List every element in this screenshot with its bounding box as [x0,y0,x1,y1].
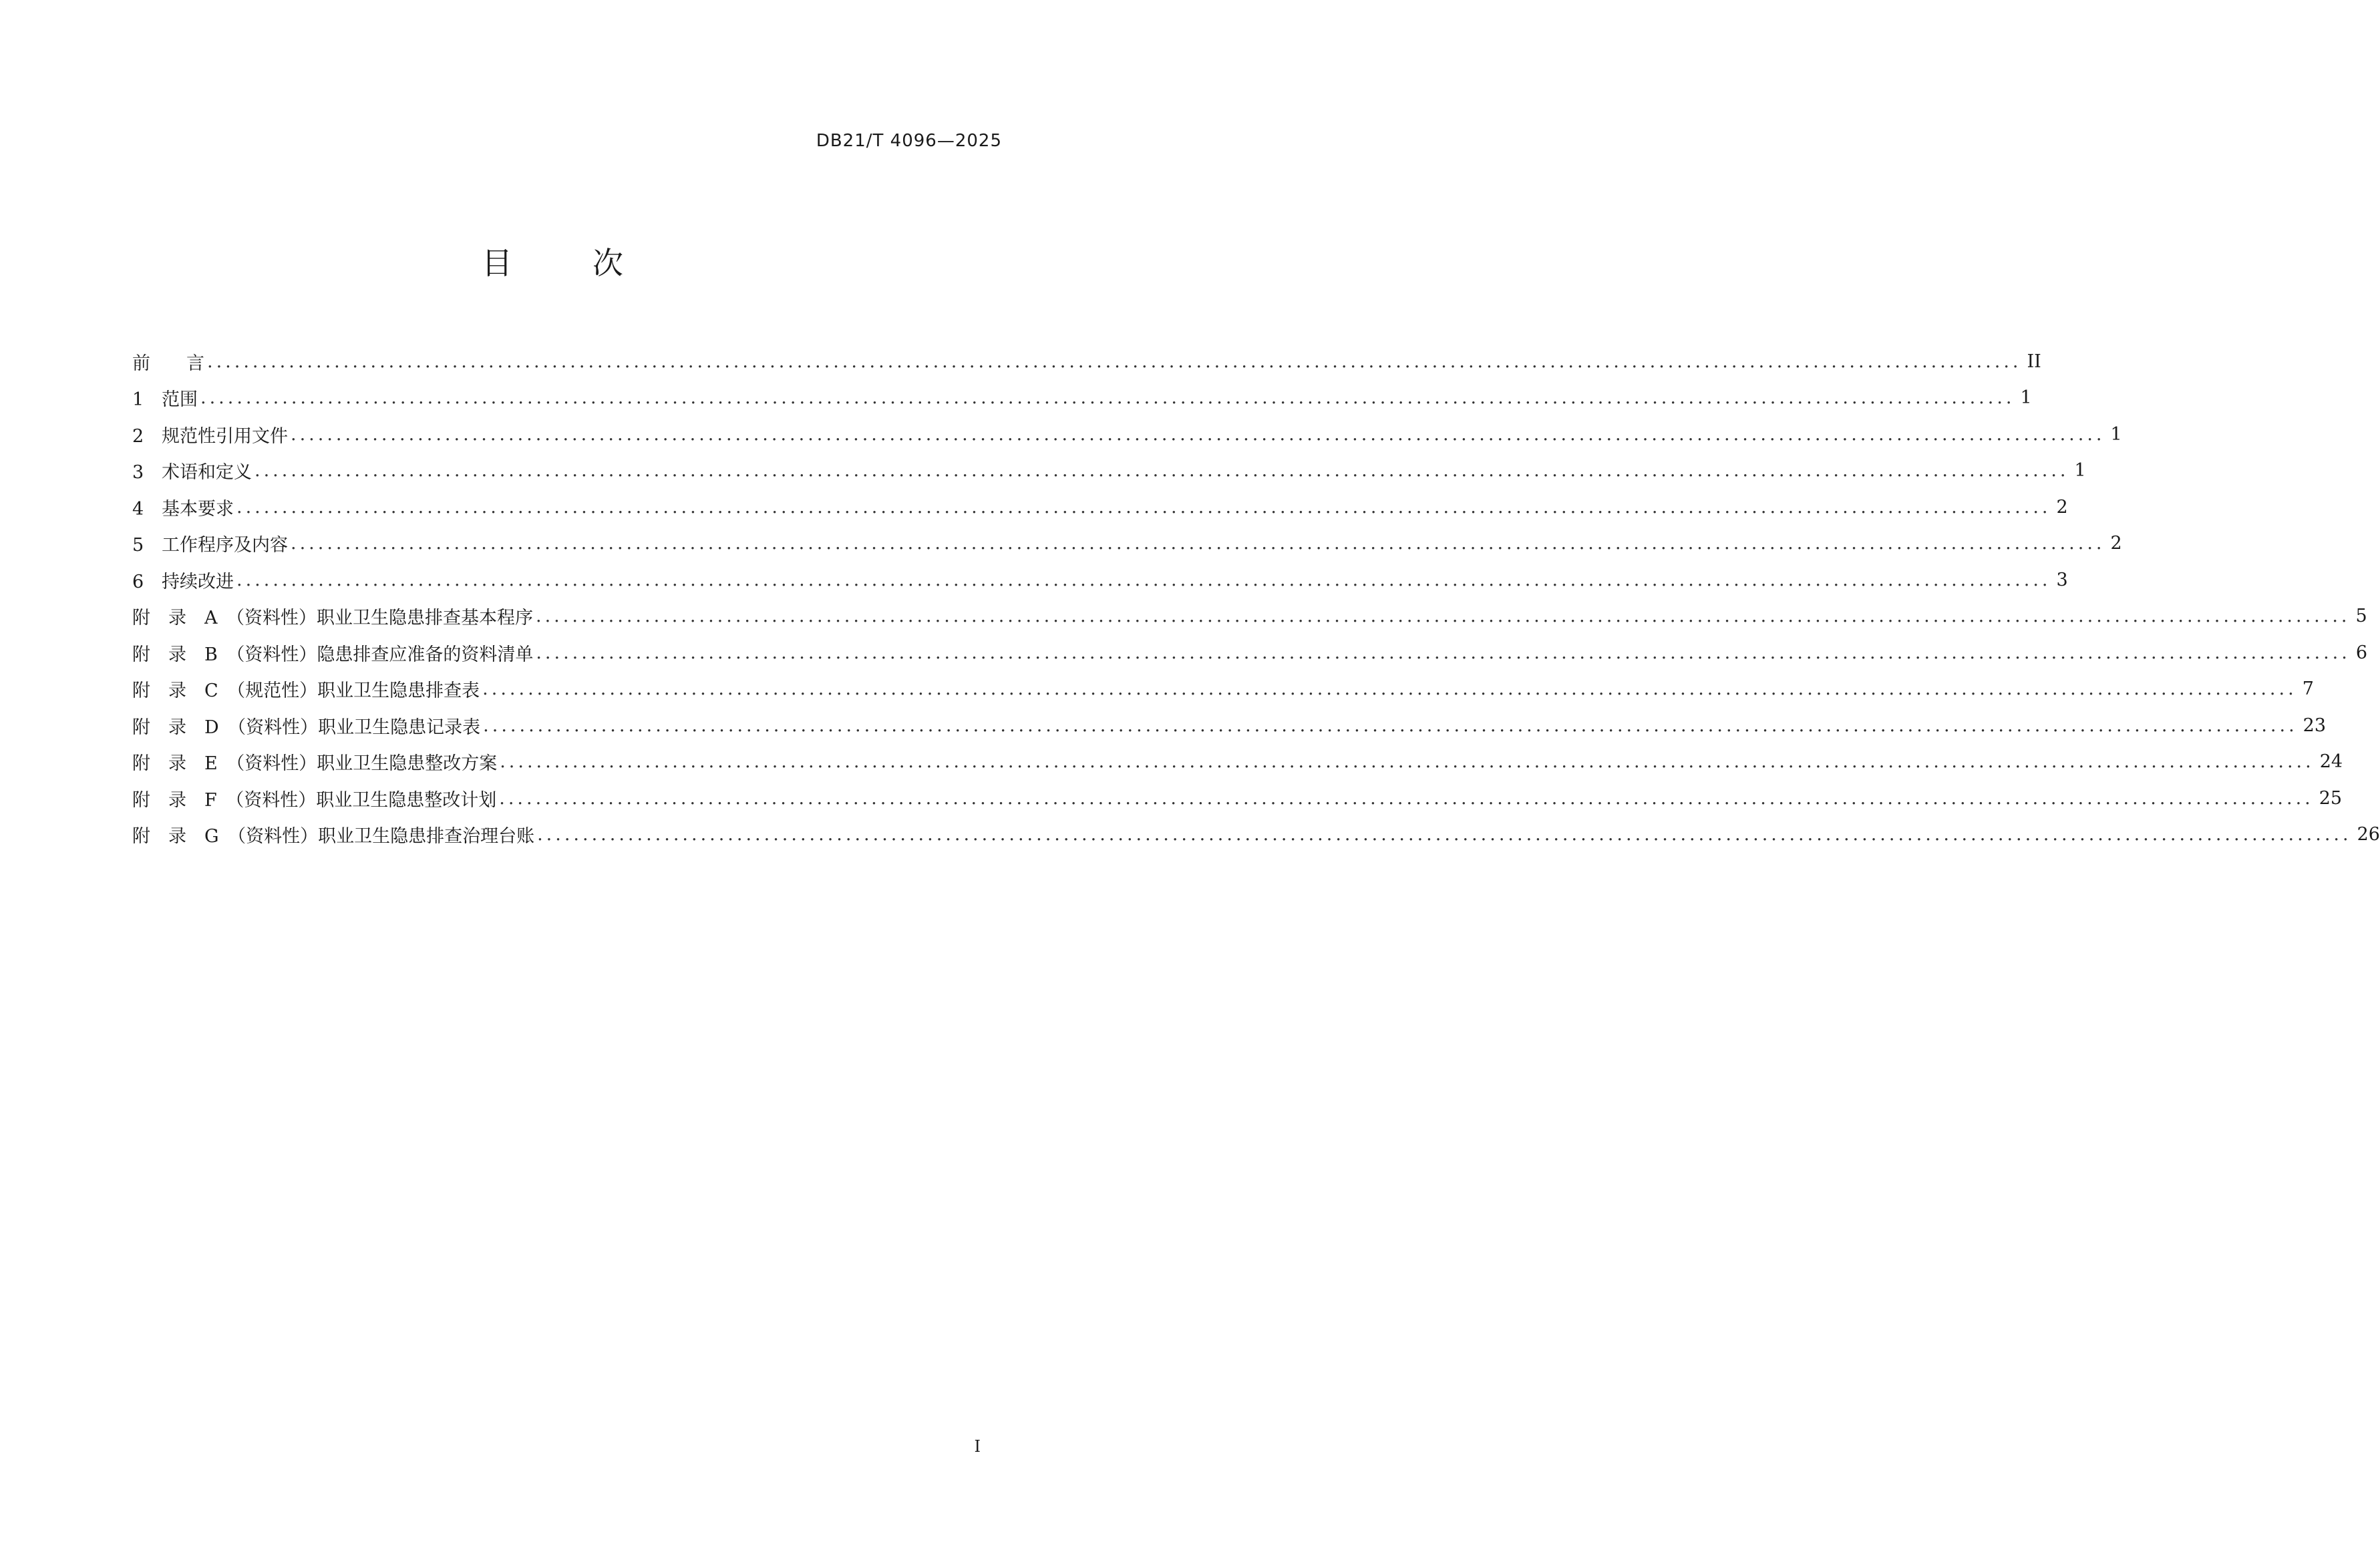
toc-entry-page: 23 [2303,715,2327,736]
toc-entry[interactable] [132,780,2343,817]
toc-entry-label: 附 录 E （资料性）职业卫生隐患整改方案 [132,753,498,775]
toc-entry-label: 附 录 B （资料性）隐患排查应准备的资料清单 [132,644,534,665]
toc-entry-number: 4 [132,498,144,520]
toc-entry-label: 附 录 C （规范性）职业卫生隐患排查表 [132,680,480,702]
toc-entry[interactable] [132,598,2367,635]
toc-entry-page: 1 [2074,460,2086,481]
toc-entry-label: 前 言 [132,353,204,374]
toc-entry-page: II [2027,351,2041,372]
toc-entry[interactable] [132,634,2368,671]
toc-entry-text: 规范性引用文件 [162,425,288,447]
toc-entry[interactable] [132,707,2327,744]
toc-entry[interactable] [132,489,2068,526]
toc-entry-label [132,385,198,411]
toc-entry-page: 5 [2355,606,2367,627]
toc-entry-label [132,530,288,556]
toc-entry-text: 术语和定义 [162,462,252,483]
toc-entry[interactable] [132,817,2380,853]
toc-dot-leader: ........................................................................................................................................................................................................ [254,460,2069,481]
toc-dot-leader: ........................................................................................................................................................................................................ [536,642,2351,663]
page-title: 目次 [482,245,703,281]
toc-entry[interactable] [132,744,2343,781]
toc-entry-text: 范围 [162,389,198,411]
toc-dot-leader: ........................................................................................................................................................................................................ [236,569,2051,590]
toc-entry-number: 5 [132,535,144,556]
toc-dot-leader: ........................................................................................................................................................................................................ [482,678,2297,700]
toc-entry-text: 持续改进 [162,571,234,592]
toc-entry[interactable] [132,416,2122,453]
toc-entry-number: 6 [132,571,144,592]
toc-dot-leader: ........................................................................................................................................................................................................ [500,751,2315,773]
toc-dot-leader: ........................................................................................................................................................................................................ [483,715,2298,736]
toc-entry-page: 7 [2302,678,2314,700]
toc-dot-leader: ........................................................................................................................................................................................................ [291,533,2105,554]
toc-entry[interactable] [132,343,2041,380]
toc-entry-text: 基本要求 [162,498,234,520]
toc-entry-page: 1 [2020,387,2032,409]
toc-entry-page: 6 [2355,642,2368,663]
toc-entry-text: 工作程序及内容 [162,535,288,556]
toc-entry-number: 2 [132,425,144,447]
toc-entry-label: 附 录 A （资料性）职业卫生隐患排查基本程序 [132,608,533,629]
toc-dot-leader: ........................................................................................................................................................................................................ [499,787,2314,809]
toc-dot-leader: ........................................................................................................................................................................................................ [207,351,2022,372]
toc-dot-leader: ........................................................................................................................................................................................................ [291,423,2105,445]
toc-entry-label [132,457,252,483]
toc-entry-page: 26 [2357,824,2380,845]
toc-entry-label [132,494,234,520]
toc-entry-page: 1 [2110,423,2122,445]
toc-entry-label: 附 录 G （资料性）职业卫生隐患排查治理台账 [132,826,535,847]
toc-dot-leader: ........................................................................................................................................................................................................ [236,496,2051,518]
toc-entry-page: 25 [2319,787,2343,809]
toc-dot-leader: ........................................................................................................................................................................................................ [536,606,2351,627]
toc-entry-label: 附 录 D （资料性）职业卫生隐患记录表 [132,717,481,738]
toc-entry-label [132,421,288,447]
toc-entry[interactable] [132,526,2122,562]
toc-entry-number: 3 [132,462,144,483]
toc-entry-label [132,567,234,593]
toc-entry-label: 附 录 F （资料性）职业卫生隐患整改计划 [132,789,497,811]
toc-entry-page: 2 [2056,496,2068,518]
toc-entry-page: 24 [2319,751,2343,773]
page-number: I [974,1437,981,1456]
toc-dot-leader: ........................................................................................................................................................................................................ [200,387,2015,409]
toc-entry-number: 1 [132,389,144,411]
document-code: DB21/T 4096—2025 [816,131,1002,151]
toc-dot-leader: ........................................................................................................................................................................................................ [537,824,2352,845]
toc-entry-page: 3 [2056,569,2068,590]
toc-entry[interactable] [132,453,2086,490]
toc-entry[interactable] [132,562,2068,598]
toc-entry-page: 2 [2110,533,2122,554]
table-of-contents [132,343,2380,853]
toc-entry[interactable] [132,671,2314,708]
toc-entry[interactable] [132,380,2032,417]
